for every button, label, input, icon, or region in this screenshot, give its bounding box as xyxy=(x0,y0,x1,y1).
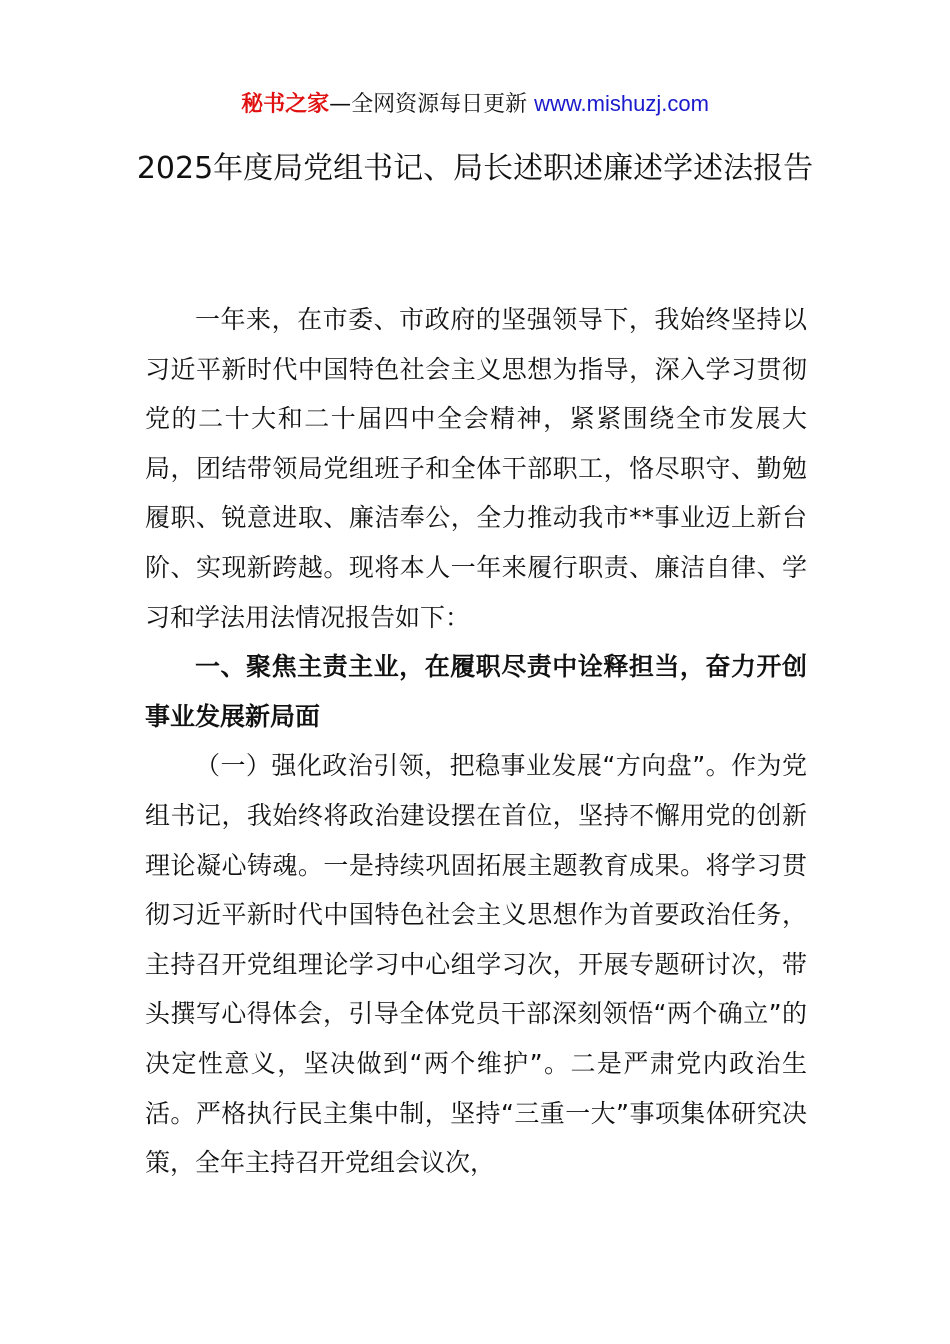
section-heading: 一、聚焦主责主业，在履职尽责中诠释担当，奋力开创事业发展新局面 xyxy=(145,652,807,731)
document-body xyxy=(145,295,807,1188)
site-tagline: —全网资源每日更新 xyxy=(329,92,535,117)
document-title: 2025年度局党组书记、局长述职述廉述学述法报告 xyxy=(136,151,814,186)
site-brand: 秘书之家 xyxy=(241,92,330,117)
site-header xyxy=(0,88,950,121)
subsection-paragraph: （一）强化政治引领，把稳事业发展“方向盘”。作为党组书记，我始终将政治建设摆在首位，坚持不懈用党的创新理论凝心铸魂。一是持续巩固拓展主题教育成果。将学习贯彻习近平新时代中国特色社会主义思想作为首要政治任务，主持召开党组理论学习中心组学习次，开展专题研讨次，带头撰写心得体会，引导全体党员干部深刻领悟“两个确立”的决定性意义，坚决做到“两个维护”。二是严肃党内政治生活。严格执行民主集中制，坚持“三重一大”事项集体研究决策，全年主持召开党组会议次， xyxy=(145,751,807,1178)
site-url-link[interactable]: www.mishuzj.com xyxy=(534,91,709,116)
intro-paragraph: 一年来，在市委、市政府的坚强领导下，我始终坚持以习近平新时代中国特色社会主义思想为指导，深入学习贯彻党的二十大和二十届四中全会精神，紧紧围绕全市发展大局，团结带领局党组班子和全体干部职工，恪尽职守、勤勉履职、锐意进取、廉洁奉公，全力推动我市**事业迈上新台阶、实现新跨越。现将本人一年来履行职责、廉洁自律、学习和学法用法情况报告如下： xyxy=(145,305,807,632)
